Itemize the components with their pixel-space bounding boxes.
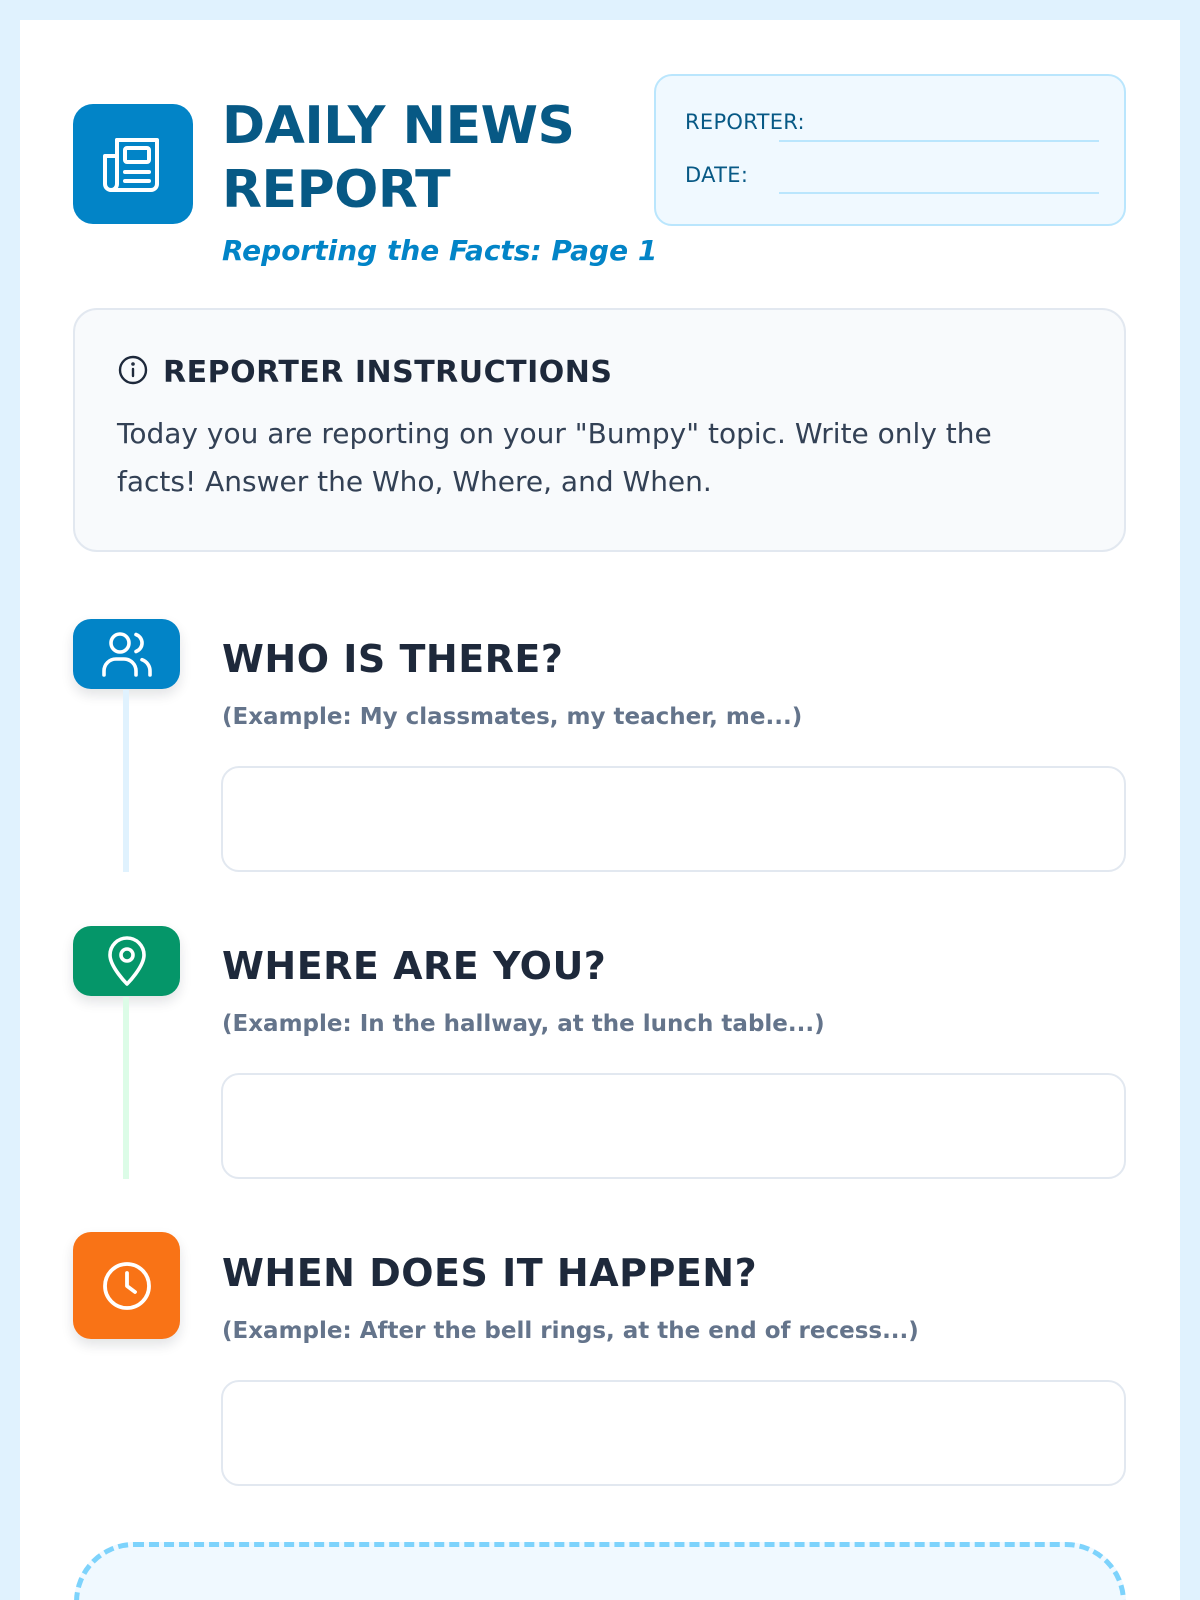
date-field[interactable] [779,192,1099,194]
date-label: DATE: [685,163,749,187]
info-icon [117,354,149,390]
bottom-dashed-panel [74,1542,1126,1600]
clock-icon [73,1232,180,1339]
instructions-panel [73,308,1126,552]
question-who-hint: (Example: My classmates, my teacher, me...) [222,704,803,730]
who-answer-field[interactable] [221,766,1126,872]
instructions-title: REPORTER INSTRUCTIONS [163,354,613,390]
worksheet-page [20,20,1180,1600]
question-when-hint: (Example: After the bell rings, at the end of recess...) [222,1318,919,1344]
where-answer-field[interactable] [221,1073,1126,1179]
map-pin-icon [73,926,180,996]
question-when-title: WHEN DOES IT HAPPEN? [222,1251,758,1295]
reporter-label: REPORTER: [685,110,805,134]
timeline-connector [123,690,129,872]
users-icon [73,619,180,689]
reporter-info-box [654,74,1126,226]
newspaper-icon [73,104,193,224]
question-where-hint: (Example: In the hallway, at the lunch table...) [222,1011,825,1037]
page-title-line-2: REPORT [222,160,451,220]
when-answer-field[interactable] [221,1380,1126,1486]
question-where-title: WHERE ARE YOU? [222,944,607,988]
page-subtitle: Reporting the Facts: Page 1 [222,234,658,267]
instructions-text: Today you are reporting on your "Bumpy" topic. Write only the facts! Answer the Who, Where, and When. [117,417,992,498]
timeline-connector [123,997,129,1179]
page-title-line-1: DAILY NEWS [222,96,575,156]
question-who-title: WHO IS THERE? [222,637,564,681]
reporter-field[interactable] [779,140,1099,142]
